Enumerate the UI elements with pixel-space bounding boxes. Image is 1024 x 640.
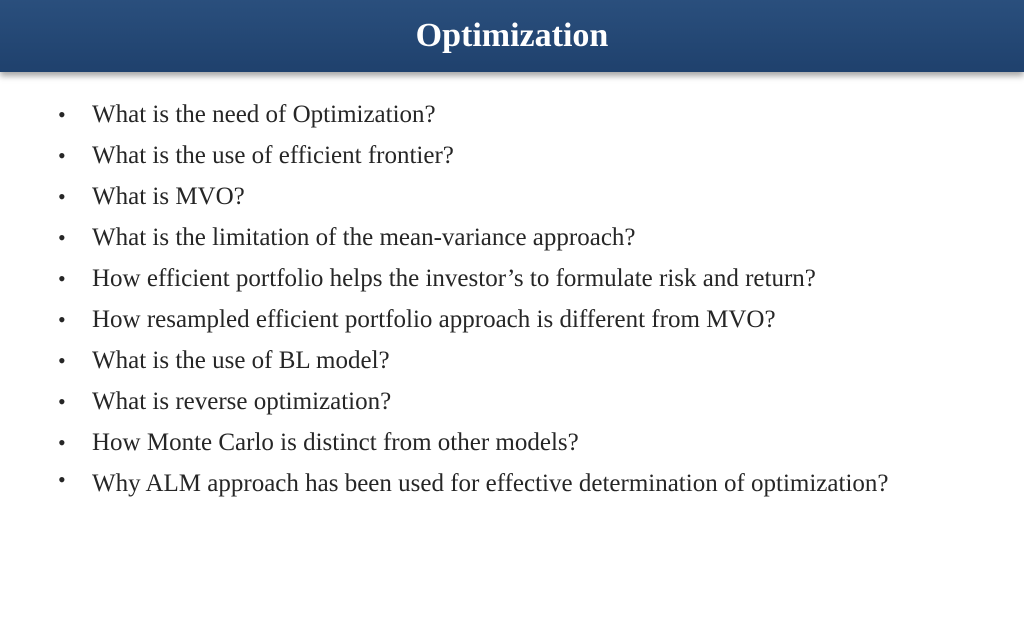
list-item xyxy=(52,258,972,299)
bullet-icon: • xyxy=(58,102,66,127)
bullet-icon: • xyxy=(58,266,66,291)
list-item-text: What is the limitation of the mean-variance approach? xyxy=(92,224,636,251)
list-item xyxy=(52,381,972,422)
list-item xyxy=(52,299,972,340)
list-item-text: What is the use of BL model? xyxy=(92,347,390,374)
bullet-icon: • xyxy=(58,430,66,455)
list-item-text: What is the use of efficient frontier? xyxy=(92,142,454,169)
bullet-icon: • xyxy=(58,307,66,332)
bullet-icon: • xyxy=(58,467,66,492)
list-item xyxy=(52,422,972,463)
bullet-icon: • xyxy=(58,225,66,250)
list-item xyxy=(52,463,972,501)
list-item-text: What is reverse optimization? xyxy=(92,388,392,415)
list-item-text: What is the need of Optimization? xyxy=(92,101,436,128)
list-item xyxy=(52,176,972,217)
bullet-icon: • xyxy=(58,184,66,209)
list-item xyxy=(52,217,972,258)
list-item xyxy=(52,94,972,135)
bullet-icon: • xyxy=(58,143,66,168)
list-item-text: Why ALM approach has been used for effective determination of optimization? xyxy=(92,470,889,497)
bullet-icon: • xyxy=(58,348,66,373)
list-item-text: What is MVO? xyxy=(92,183,245,210)
bullet-icon: • xyxy=(58,389,66,414)
list-item-text: How efficient portfolio helps the investor’s to formulate risk and return? xyxy=(92,265,816,292)
title-bar xyxy=(0,0,1024,72)
bullet-list xyxy=(52,94,972,501)
list-item xyxy=(52,135,972,176)
list-item-text: How Monte Carlo is distinct from other models? xyxy=(92,429,579,456)
list-item xyxy=(52,340,972,381)
list-item-text: How resampled efficient portfolio approach is different from MVO? xyxy=(92,306,776,333)
page-title: Optimization xyxy=(415,17,609,54)
